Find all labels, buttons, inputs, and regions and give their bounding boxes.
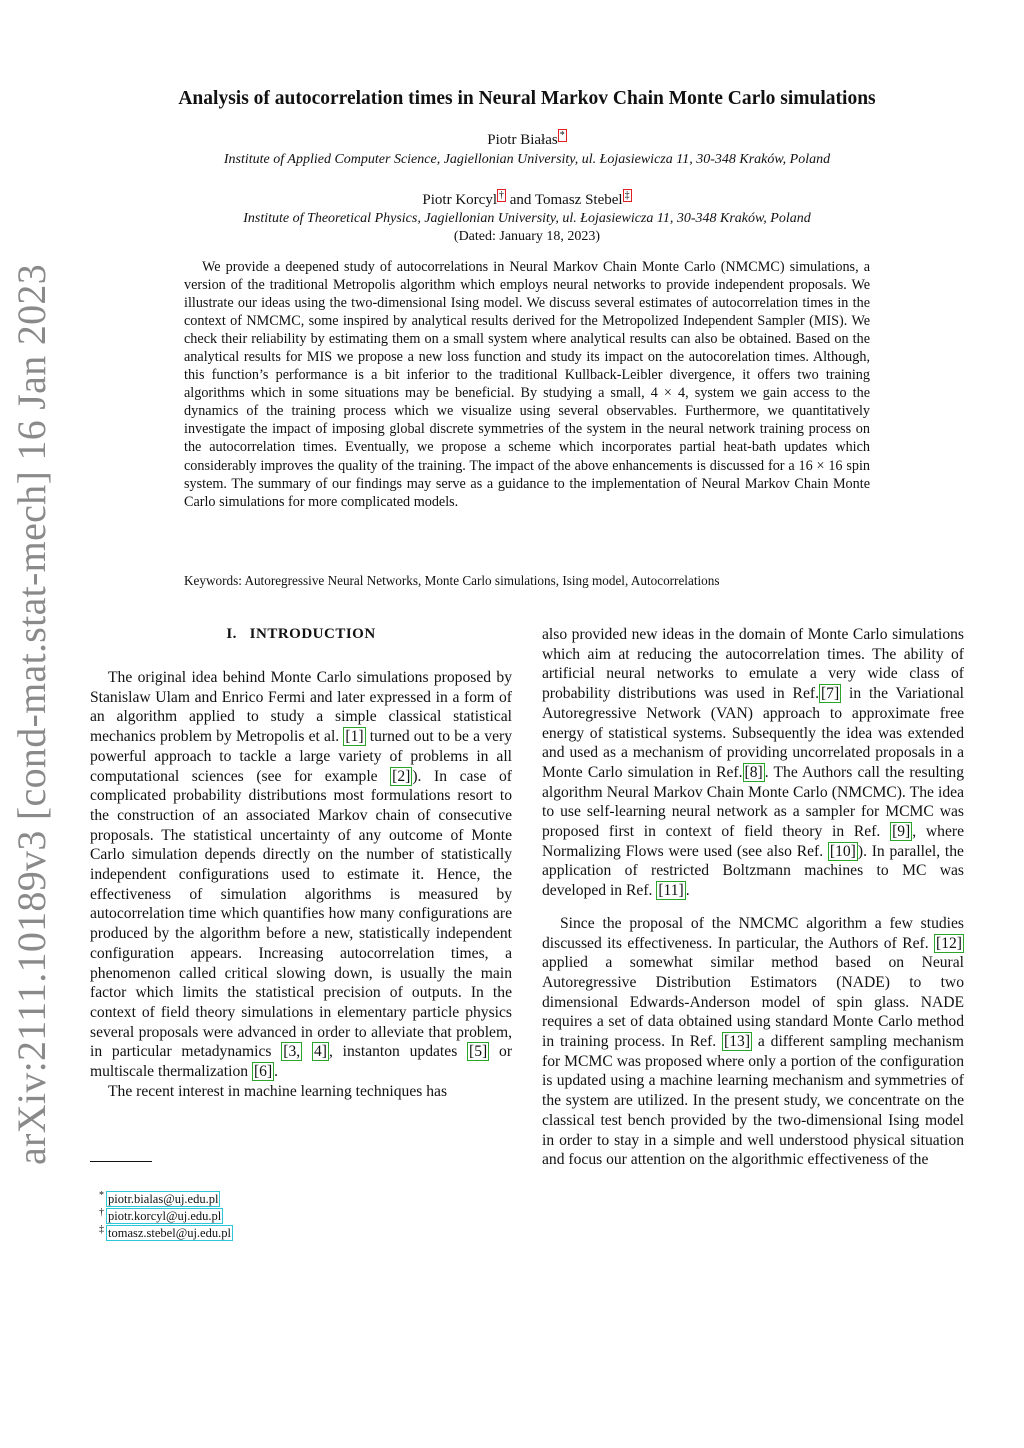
affiliation-1: Institute of Applied Computer Science, Jagiellonian University, ul. Łojasiewicza 11, 30-348 Kraków, Poland [223, 152, 831, 167]
paragraph [90, 668, 512, 1082]
citation-link[interactable]: [3, [283, 1043, 301, 1061]
text-run: . [274, 1063, 279, 1081]
paragraph [542, 625, 964, 901]
left-column [90, 668, 512, 1101]
section-number: I. [226, 626, 237, 642]
text-run: , where Normalizing Flows were used (see also Ref. [542, 823, 964, 860]
author-line-2 [90, 191, 964, 209]
text-run: Since the proposal of the NMCMC algorithm a few studies discussed its effectiveness. In particular, the Authors of Ref. [542, 914, 964, 952]
abstract: We provide a deepened study of autocorrelations in Neural Markov Chain Monte Carlo (NMCMC) simulations, a version of the traditional Metropolis algorithm which employs neural networks to provide independent proposals. We illustrate our ideas using the two-dimensional Ising model. We discuss several estimates of autocorrelation times in the context of NMCMC, some inspired by analytical results derived for the Metropolized Independent Sampler (MIS). We check their reliability by estimating them on a small system where analytical results can also be obtained. Based on the analytical results for MIS we propose a new loss function and study its impact on the autocorelation times. Although, this function’s performance is a bit inferior to the traditional Kullback-Leibler divergence, it offers two training algorithms which in some situations may be beneficial. By studying a small, 4 × 4, system we gain access to the dynamics of the training process which we visualize using several observables. Furthermore, we quantitatively investigate the impact of imposing global discrete symmetries of the system in the neural network training process on the autocorrelation times. Eventually, we propose a scheme which incorporates partial heat-bath updates which considerably improves the quality of the training. The impact of the above enhancements is discussed for a 16 × 16 spin system. The summary of our findings may serve as a guidance to the implementation of Neural Markov Chain Monte Carlo simulations for more complicated models. [184, 259, 870, 510]
paragraph [542, 914, 964, 1170]
paper-title: Analysis of autocorrelation times in Neural Markov Chain Monte Carlo simulations [178, 88, 876, 109]
footnote-link[interactable]: * [559, 130, 565, 141]
citation-link[interactable]: [13] [724, 1033, 751, 1051]
footnote [90, 1208, 490, 1225]
author-name: Tomasz Stebel [534, 192, 623, 208]
text-run: or multiscale thermalization [90, 1043, 513, 1081]
citation-link[interactable]: [11] [658, 882, 684, 900]
email-link[interactable]: tomasz.stebel@uj.edu.pl [108, 1226, 231, 1241]
section-heading [90, 626, 512, 643]
citation-link[interactable]: [8] [744, 763, 763, 781]
footnote [90, 1225, 490, 1242]
citation-link[interactable]: [10] [829, 842, 856, 860]
text-run: also provided new ideas in the domain of Monte Carlo simulations which aim at reducing the autocorrelation times. The ability of artificial neural networks to emulate a very wide class of probability distributions was used in Ref. [542, 626, 964, 703]
citation-link[interactable]: 4] [313, 1043, 327, 1061]
citation-link[interactable]: [1] [345, 728, 364, 746]
arxiv-stamp[interactable]: arXiv:2111.10189v3 [cond-mat.stat-mech] 16 Jan 2023 [9, 263, 54, 1165]
affiliation-2: Institute of Theoretical Physics, Jagiellonian University, ul. Łojasiewicza 11, 30-348 Kraków, Poland [243, 211, 811, 226]
citation-link[interactable]: [12] [936, 934, 962, 952]
author-conjunction: and [509, 192, 532, 208]
date-line: (Dated: January 18, 2023) [453, 229, 601, 244]
citation-link[interactable]: [2] [392, 767, 411, 785]
email-link[interactable]: piotr.bialas@uj.edu.pl [108, 1192, 219, 1207]
footnote-symbol: ‡ [99, 1224, 104, 1236]
keywords: Keywords: Autoregressive Neural Networks, Monte Carlo simulations, Ising model, Autocorrelations [184, 573, 720, 588]
footnote-link[interactable]: ‡ [624, 190, 630, 201]
author-name: Piotr Korcyl [422, 192, 497, 208]
footnote-symbol: * [99, 1190, 104, 1201]
email-link[interactable]: piotr.korcyl@uj.edu.pl [108, 1209, 222, 1224]
citation-link[interactable]: [5] [469, 1043, 488, 1061]
text-run: ). In case of complicated probability distributions most formulations resort to the construction of an associated Markov chain of consecutive proposals. The statistical uncertainty of any outcome of Monte Carlo simulation depends directly on the number of statistically independent configurations used to estimate it. Hence, the effectiveness of simulation algorithms is measured by autocorrelation time which quantifies how many configurations are produced by the algorithm before a new, statistically independent configuration appears. Increasing autocorrelation times, a phenomenon called critical slowing down, is usually the main factor which limits the statistical precision of outputs. In the context of field theory simulations in elementary particle physics several proposals were advanced in order to alleviate that problem, in particular metadynamics [90, 767, 512, 1061]
citation-link[interactable]: [9] [892, 823, 911, 841]
author-name: Piotr Białas [487, 132, 558, 148]
footnotes [90, 1191, 490, 1242]
citation-link[interactable]: [7] [820, 685, 840, 703]
text-run: The original idea behind Monte Carlo simulations proposed by Stanislaw Ulam and Enrico Fermi and later expressed in a form of an algorithm applied to study a simple classical statistical mechanics problem by Metropolis et al. [90, 669, 512, 746]
footnote-link[interactable]: † [498, 190, 504, 201]
text-run: ). In parallel, the application of restricted Boltzmann machines to MC was developed in Ref. [542, 842, 964, 900]
text-run: , instanton updates [328, 1043, 468, 1061]
text-run: turned out to be a very powerful approach to tackle a large variety of problems in all computational sciences (see for example [90, 728, 512, 785]
footnote-divider [90, 1161, 152, 1162]
footnote [90, 1191, 490, 1208]
text-run: in the Variational Autoregressive Network (VAN) approach to approximate free energy of statistical systems. Subsequently the idea was extended and used as a mechanism of providing uncorrelated proposals in a Monte Carlo simulation in Ref. [542, 685, 964, 781]
footnote-symbol: † [99, 1207, 104, 1219]
text-run: a different sampling mechanism for MCMC was proposed where only a portion of the configuration is updated using a machine learning mechanism and symmetries of the system are utilized. In the present study, we concentrate on the classical test bench provided by the two-dimensional Ising model in order to stay in a simple and well understood physical situation and focus our attention on the algorithmic effectiveness of the [542, 1033, 964, 1169]
text-run: . The Authors call the resulting algorithm Neural Markov Chain Monte Carlo (NMCMC). The idea to use self-learning neural network as a sampler for MCMC was proposed first in context of field theory in Ref. [542, 763, 964, 841]
author-line-1 [90, 131, 964, 149]
text-run: applied a somewhat similar method based on Neural Autoregressive Distribution Estimators (NADE) to two dimensional Edwards-Anderson model of spin glass. NADE requires a set of data obtained using standard Monte Carlo method in training process. In Ref. [542, 954, 964, 1051]
section-title: INTRODUCTION [249, 626, 376, 642]
paragraph: The recent interest in machine learning techniques has [108, 1082, 448, 1100]
text-run: . [685, 882, 690, 900]
right-column [542, 625, 964, 1170]
citation-link[interactable]: [6] [253, 1063, 273, 1081]
